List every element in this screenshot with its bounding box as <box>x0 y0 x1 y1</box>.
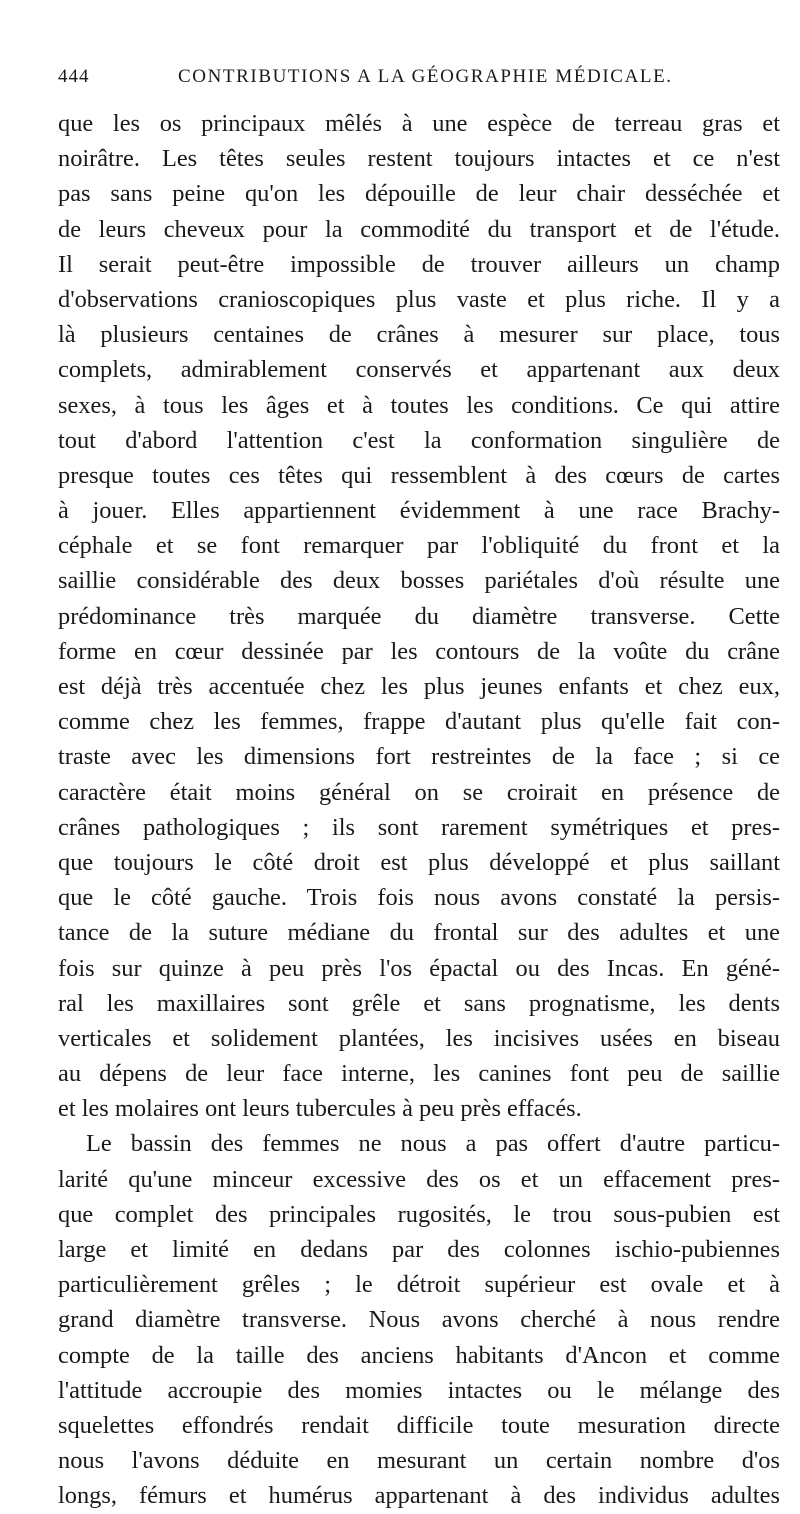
body-text <box>58 106 780 1514</box>
text-line: noirâtre. Les têtes seules restent toujours intactes et ce n'est <box>58 145 780 173</box>
text-line: là plusieurs centaines de crânes à mesurer sur place, tous <box>58 321 780 349</box>
text-line: traste avec les dimensions fort restreintes de la face ; si ce <box>58 743 780 771</box>
text-line: particulièrement grêles ; le détroit supérieur est ovale et à <box>58 1271 780 1299</box>
text-line: que le côté gauche. Trois fois nous avons constaté la persis- <box>58 884 780 912</box>
text-line: caractère était moins général on se croirait en présence de <box>58 778 780 806</box>
text-line: à jouer. Elles appartiennent évidemment à une race Brachy- <box>58 497 780 525</box>
running-title: CONTRIBUTIONS A LA GÉOGRAPHIE MÉDICALE. <box>178 66 673 87</box>
page-number: 444 <box>58 66 90 87</box>
text-line: forme en cœur dessinée par les contours de la voûte du crâne <box>58 637 780 665</box>
text-line: longs, fémurs et humérus appartenant à des individus adultes <box>58 1482 780 1510</box>
text-line: que complet des principales rugosités, le trou sous-pubien est <box>58 1200 780 1228</box>
text-line: crânes pathologiques ; ils sont rarement symétriques et pres- <box>58 813 780 841</box>
text-line: tance de la suture médiane du frontal sur des adultes et une <box>58 919 780 947</box>
text-line: compte de la taille des anciens habitants d'Ancon et comme <box>58 1341 780 1369</box>
paragraph-start-line: Le bassin des femmes ne nous a pas offert d'autre particu- <box>86 1130 780 1158</box>
text-line: que les os principaux mêlés à une espèce de terreau gras et <box>58 110 780 137</box>
running-head <box>58 66 778 96</box>
text-line: large et limité en dedans par des colonnes ischio-pubiennes <box>58 1236 780 1263</box>
text-line: prédominance très marquée du diamètre transverse. Cette <box>58 602 780 630</box>
text-line: pas sans peine qu'on les dépouille de leur chair desséchée et <box>58 180 780 208</box>
text-line: saillie considérable des deux bosses pariétales d'où résulte une <box>58 567 780 595</box>
text-line: verticales et solidement plantées, les incisives usées en biseau <box>58 1024 780 1052</box>
paragraph-end-line: et les molaires ont leurs tubercules à peu près effacés. <box>58 1095 582 1123</box>
text-line: est déjà très accentuée chez les plus jeunes enfants et chez eux, <box>58 673 780 700</box>
text-line: grand diamètre transverse. Nous avons cherché à nous rendre <box>58 1306 780 1334</box>
text-line: fois sur quinze à peu près l'os épactal ou des Incas. En géné- <box>58 954 780 982</box>
text-line: d'observations cranioscopiques plus vaste et plus riche. Il y a <box>58 285 780 313</box>
text-line: au dépens de leur face interne, les canines font peu de saillie <box>58 1060 780 1088</box>
text-line: presque toutes ces têtes qui ressemblent à des cœurs de cartes <box>58 461 780 489</box>
text-line: sexes, à tous les âges et à toutes les conditions. Ce qui attire <box>58 391 780 419</box>
text-line: céphale et se font remarquer par l'obliquité du front et la <box>58 532 780 560</box>
text-line: que toujours le côté droit est plus développé et plus saillant <box>58 848 780 876</box>
text-line: ral les maxillaires sont grêle et sans prognatisme, les dents <box>58 989 780 1017</box>
text-line: l'attitude accroupie des momies intactes ou le mélange des <box>58 1376 780 1404</box>
text-line: squelettes effondrés rendait difficile toute mesuration directe <box>58 1411 780 1439</box>
text-line: Il serait peut-être impossible de trouver ailleurs un champ <box>58 250 780 278</box>
text-line: tout d'abord l'attention c'est la conformation singulière de <box>58 426 780 454</box>
text-line: nous l'avons déduite en mesurant un certain nombre d'os <box>58 1447 780 1475</box>
text-line: complets, admirablement conservés et appartenant aux deux <box>58 356 780 384</box>
text-line: de leurs cheveux pour la commodité du transport et de l'étude. <box>58 215 780 243</box>
text-line: comme chez les femmes, frappe d'autant plus qu'elle fait con- <box>58 708 780 736</box>
text-line: larité qu'une minceur excessive des os et un effacement pres- <box>58 1165 780 1193</box>
